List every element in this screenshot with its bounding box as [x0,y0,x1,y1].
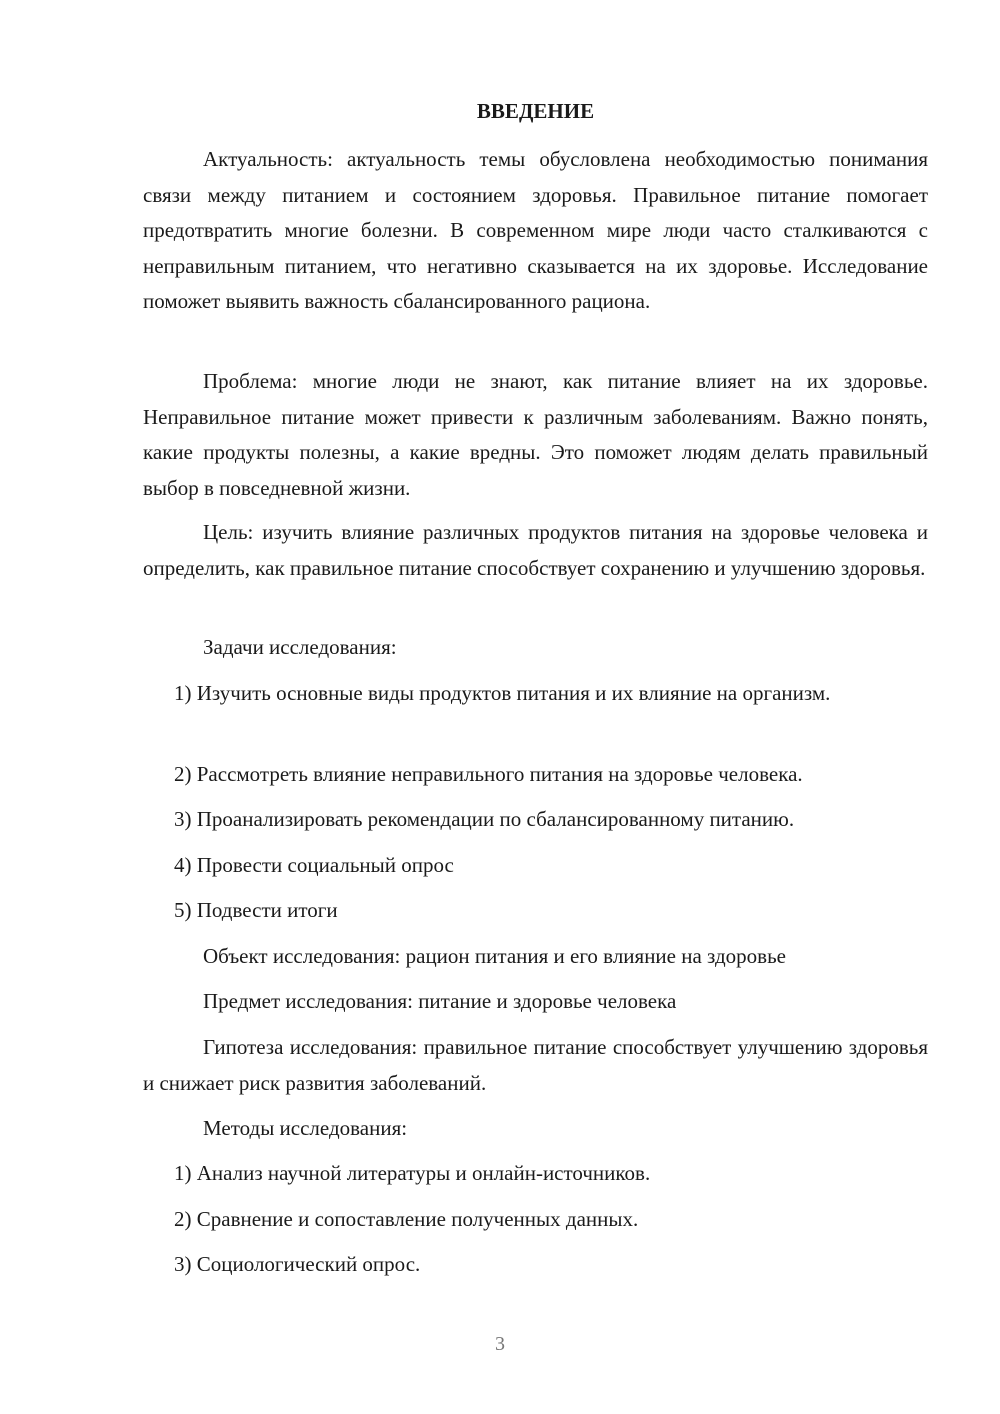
subject-paragraph: Предмет исследования: питание и здоровье человека [203,989,677,1013]
method-item: 3) Социологический опрос. [174,1252,421,1276]
goal-paragraph: Цель: изучить влияние различных продуктов питания на здоровье человека и определить, как правильное питание способствует сохранению и улучшению здоровья. [143,520,928,580]
task-item: 4) Провести социальный опрос [174,853,454,877]
method-item: 2) Сравнение и сопоставление полученных данных. [174,1207,639,1231]
task-item: 5) Подвести итоги [174,898,338,922]
relevance-paragraph: Актуальность: актуальность темы обусловлена необходимостью понимания связи между питанием и состоянием здоровья. Правильное питание помогает предотвратить многие болезни. В современном мире люди часто сталкиваются с неправильным питанием, что негативно сказывается на их здоровье. Исследование поможет выявить важность сбалансированного рациона. [143,147,928,313]
task-item: 3) Проанализировать рекомендации по сбалансированному питанию. [174,807,795,831]
tasks-heading: Задачи исследования: [203,635,397,659]
methods-heading: Методы исследования: [203,1116,408,1140]
method-item: 1) Анализ научной литературы и онлайн-источников. [174,1161,651,1185]
page-title: ВВЕДЕНИЕ [476,99,595,123]
task-item: 1) Изучить основные виды продуктов питания и их влияние на организм. [174,681,831,705]
page-number: 3 [495,1333,505,1355]
hypothesis-paragraph: Гипотеза исследования: правильное питание способствует улучшению здоровья и снижает риск развития заболеваний. [143,1035,928,1095]
task-item: 2) Рассмотреть влияние неправильного питания на здоровье человека. [174,762,803,786]
problem-paragraph: Проблема: многие люди не знают, как питание влияет на их здоровье. Неправильное питание может привести к различным заболеваниям. Важно понять, какие продукты полезны, а какие вредны. Это поможет людям делать правильный выбор в повседневной жизни. [143,369,928,500]
object-paragraph: Объект исследования: рацион питания и его влияние на здоровье [203,944,786,968]
